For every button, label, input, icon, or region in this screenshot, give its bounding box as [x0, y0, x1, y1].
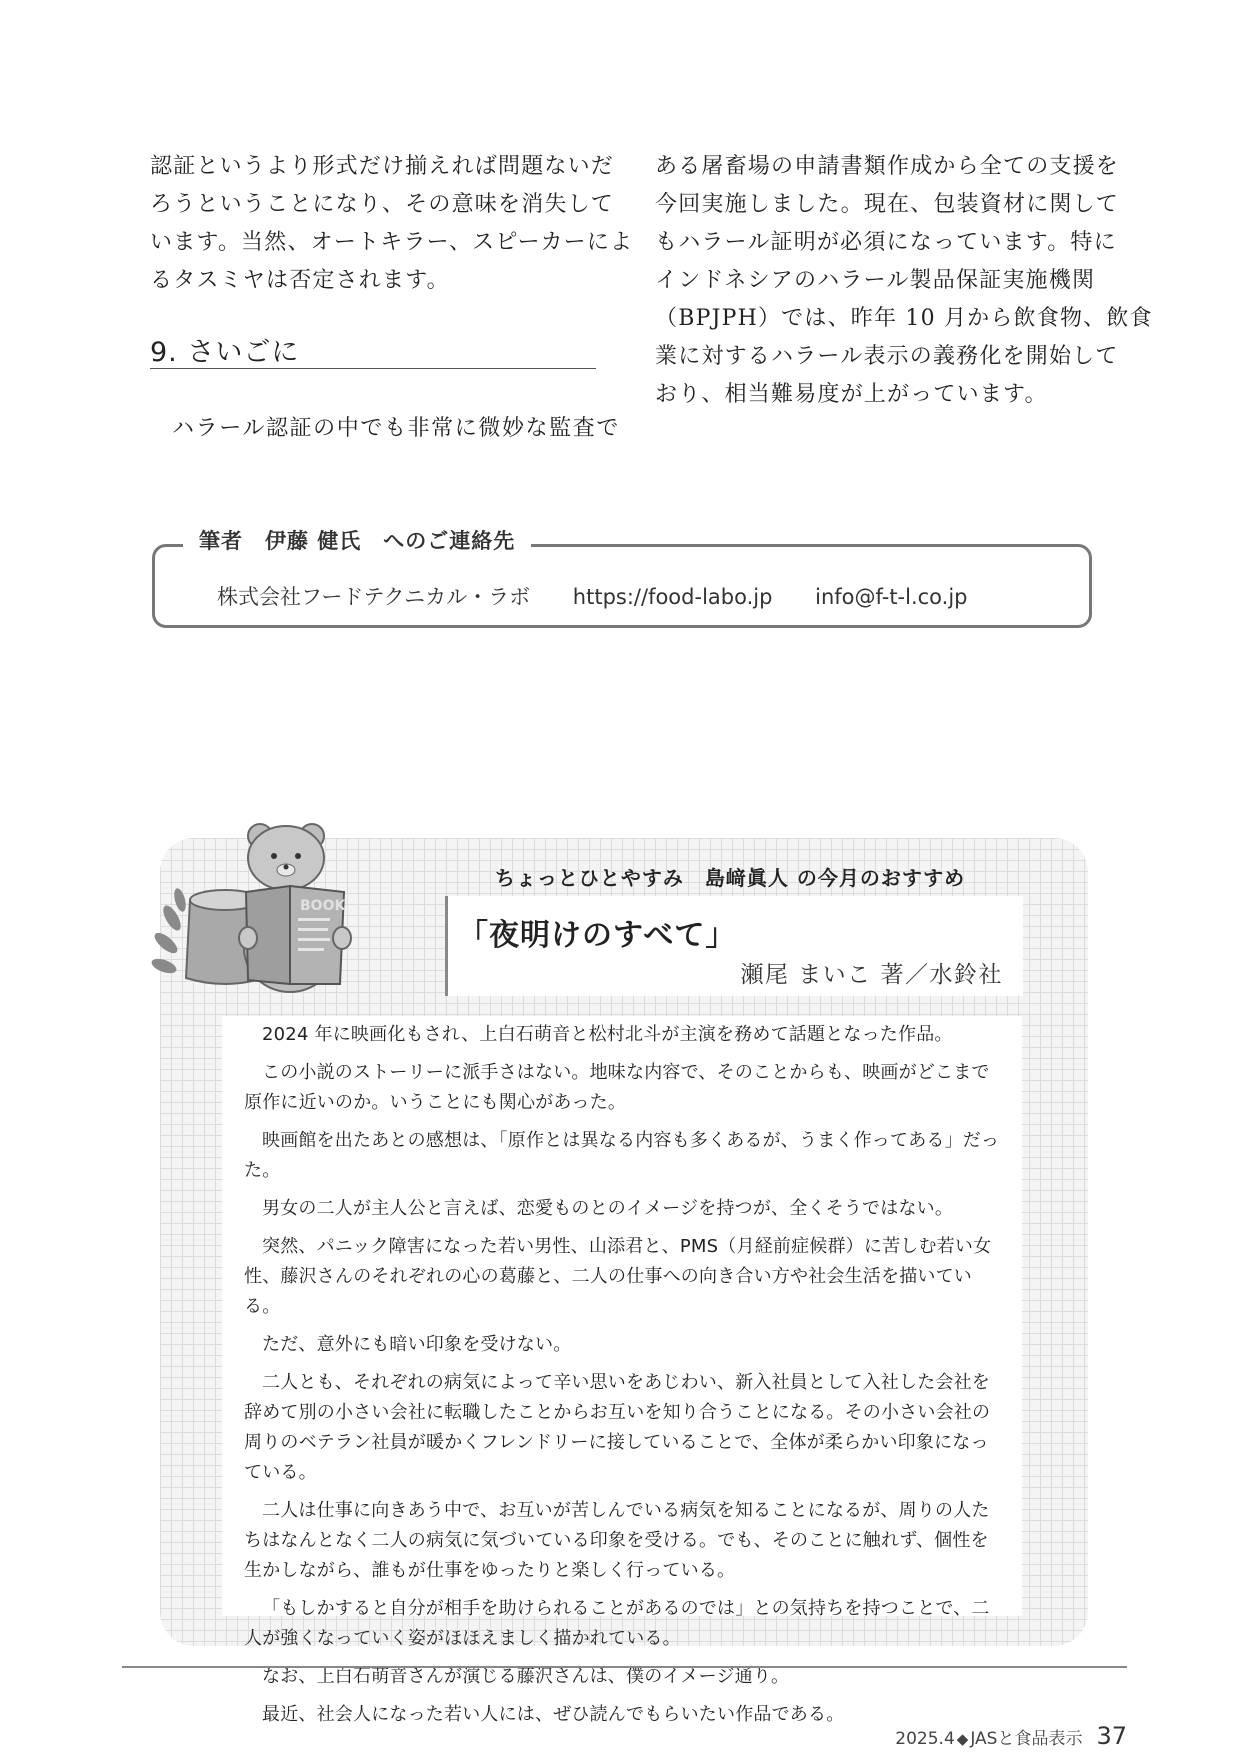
footer-issue: 2025.4: [895, 1729, 955, 1749]
contact-url-link[interactable]: https://food-labo.jp: [572, 585, 773, 609]
paragraph-line: 認証というより形式だけ揃えれば問題ないだ: [150, 154, 615, 179]
review-paragraph: 2024 年に映画化もされ、上白石萌音と松村北斗が主演を務めて話題となった作品。: [262, 1024, 953, 1045]
review-paragraph: ただ、意外にも暗い印象を受けない。: [262, 1334, 572, 1355]
bear-reading-book-illustration: [150, 808, 380, 998]
paragraph-line: （BPJPH）では、昨年 10 月から飲食物、飲食: [655, 306, 1153, 331]
footer-magazine-title: JASと食品表示: [970, 1729, 1083, 1749]
book-title: 「夜明けのすべて」: [458, 918, 737, 953]
recommendation-box: [160, 838, 1088, 1725]
review-paragraph: 二人は仕事に向きあう中で、お互いが苦しんでいる病気を知ることになるが、周りの人たちはなんとなく二人の病気に気づいている印象を受ける。でも、そのことに触れず、個性を生かしながら、誰もが仕事をゆったりと楽しく行っている。: [244, 1500, 990, 1581]
review-paragraph: 男女の二人が主人公と言えば、恋愛ものとのイメージを持つが、全くそうではない。: [262, 1198, 954, 1219]
book-author: 瀬尾 まいこ 著／水鈴社: [740, 962, 1003, 988]
paragraph-line: もハラール証明が必須になっています。特に: [655, 230, 1117, 255]
paragraph-line: るタスミヤは否定されます。: [150, 268, 450, 293]
contact-details: [217, 581, 1004, 611]
paragraph-line: ある屠畜場の申請書類作成から全ての支援を: [655, 154, 1120, 179]
page-number: 37: [1096, 1722, 1127, 1750]
recommendation-body: [222, 1016, 1022, 1725]
article-column-left: [150, 148, 634, 300]
review-paragraph: 二人とも、それぞれの病気によって辛い思いをあじわい、新入社員として入社した会社を辞めて別の小さい会社に転職したことからお互いを知り合うことになる。その小さい会社の周りのベテラン社員が暖かくフレンドリーに接していることで、全体が柔らかい印象になっている。: [244, 1372, 991, 1483]
paragraph-line: 業に対するハラール表示の義務化を開始して: [655, 344, 1119, 369]
review-paragraph: この小説のストーリーに派手さはない。地味な内容で、そのことからも、映画がどこまで原作に近いのか。いうことにも関心があった。: [244, 1062, 990, 1113]
footer-divider: [122, 1666, 1127, 1668]
paragraph-line: インドネシアのハラール製品保証実施機関: [655, 268, 1096, 293]
contact-heading: 筆者 伊藤 健氏 へのご連絡先: [183, 525, 531, 555]
paragraph-line: います。当然、オートキラー、スピーカーによ: [150, 230, 634, 255]
review-paragraph: 映画館を出たあとの感想は、「原作とは異なる内容も多くあるが、うまく作ってある」だった。: [244, 1130, 1000, 1181]
paragraph-line: ろうということになり、その意味を消失して: [150, 192, 615, 217]
review-paragraph: なお、上白石萌音さんが演じる藤沢さんは、僕のイメージ通り。: [262, 1666, 790, 1687]
book-title-panel: [445, 896, 1023, 996]
review-paragraph: 「もしかすると自分が相手を助けられることがあるのでは」との気持ちを持つことで、二人が強くなっていく姿がほほえましく描かれている。: [244, 1598, 990, 1649]
page-footer: [895, 1722, 1127, 1750]
contact-box: [152, 529, 1092, 628]
section-heading: 9. さいごに: [150, 330, 596, 369]
book-cover-label: BOOK: [300, 898, 346, 914]
article-column-right: [655, 148, 1153, 414]
section-lead-line: ハラール認証の中でも非常に微妙な監査で: [172, 416, 620, 441]
diamond-icon: ◆: [956, 1730, 969, 1748]
paragraph-line: おり、相当難易度が上がっています。: [655, 382, 1048, 407]
review-paragraph: 突然、パニック障害になった若い男性、山添君と、PMS（月経前症候群）に苦しむ若い女性、藤沢さんのそれぞれの心の葛藤と、二人の仕事への向き合い方や社会生活を描いている。: [244, 1236, 992, 1317]
recommendation-header: ちょっとひとやすみ 島﨑眞人 の今月のおすすめ: [494, 866, 966, 890]
contact-email-link[interactable]: info@f-t-l.co.jp: [815, 585, 968, 609]
paragraph-line: 今回実施しました。現在、包装資材に関して: [655, 192, 1120, 217]
review-paragraph: 最近、社会人になった若い人には、ぜひ読んでもらいたい作品である。: [262, 1704, 845, 1725]
contact-company: 株式会社フードテクニカル・ラボ: [217, 585, 531, 609]
